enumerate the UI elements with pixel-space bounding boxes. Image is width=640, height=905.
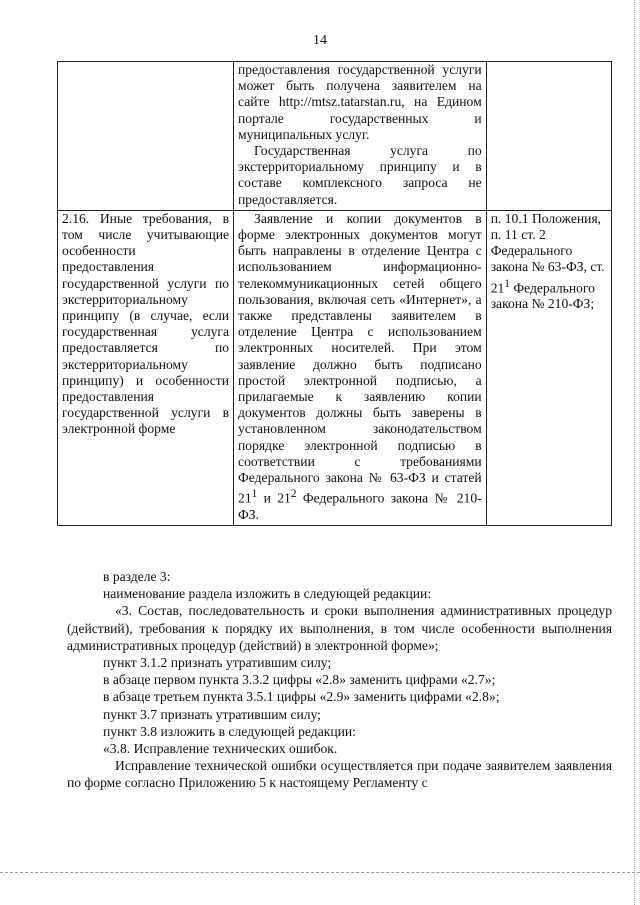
paragraph: пункт 3.7 признать утратившим силу; <box>103 706 321 722</box>
cell-text: и 21 <box>257 490 291 506</box>
paragraph: наименование раздела изложить в следующей редакции: <box>103 586 432 602</box>
paragraph: пункт 3.8 изложить в следующей редакции: <box>103 723 356 739</box>
table-cell-description <box>234 62 487 211</box>
paragraph: в абзаце третьем пункта 3.5.1 цифры «2.9» заменить цифрами «2.8»; <box>103 689 500 705</box>
paragraph: Исправление технической ошибки осуществляется при подаче заявителем заявления по форме согласно Приложению 5 к настоящему Регламенту с <box>67 758 612 791</box>
requirements-table <box>57 61 612 526</box>
paragraph: в разделе 3: <box>103 569 171 584</box>
paragraph: в абзаце первом пункта 3.3.2 цифры «2.8» заменить цифрами «2.7»; <box>103 672 496 688</box>
table-cell-empty <box>486 62 611 211</box>
superscript: 1 <box>504 277 510 290</box>
table-row <box>58 62 612 211</box>
table-cell-requirement: 2.16. Иные требования, в том числе учитывающие особенности предоставления государственной услуги по экстерриториальному принципу (в случае, если государственная услуга предоставляется по экстерриториальному принципу) и особенности предоставления государственной услуги в электронной форме <box>58 210 234 525</box>
paragraph: пункт 3.1.2 признать утратившим силу; <box>103 655 332 671</box>
cell-paragraph: Государственная услуга по экстерриториальному принципу и в составе комплексного запроса не предоставляется. <box>238 143 482 207</box>
page-number: 14 <box>313 33 327 48</box>
superscript: 1 <box>251 488 258 501</box>
table-cell-description <box>234 210 487 525</box>
paragraph: «3.8. Исправление технических ошибок. <box>103 741 338 757</box>
table-row <box>58 210 612 525</box>
cell-text: Федерального закона № 210-ФЗ. <box>238 490 482 523</box>
superscript: 2 <box>290 488 297 501</box>
cell-text: Заявление и копии документов в форме электронных документов могут быть направлены в отделение Центра с использованием информационно-телекоммуникационных сетей общего пользования, включая сеть «Интернет», а также представлены заявителем в отделение Центра с использованием электронных носителей. При этом заявление должно быть подписано простой электронной подписью, а прилагаемые к заявлению копии документов должны быть заверены в установленном законодательством порядке электронной подписью в соответствии с требованиями Федерального закона № 63-ФЗ и статей 21 <box>238 210 482 506</box>
cell-text: Федерального закона № 210-ФЗ; <box>490 280 595 312</box>
scan-edge-line <box>634 0 636 905</box>
paragraph: «3. Состав, последовательность и сроки выполнения административных процедур (действий), требования к порядку их выполнения, в том числе особенности выполнения административных процедур (действий) в электронной форме»; <box>67 603 612 653</box>
cell-paragraph <box>238 211 482 523</box>
amendment-text <box>67 568 612 792</box>
cell-paragraph: предоставления государственной услуги может быть получена заявителем на сайте http://mtsz.tatarstan.ru, на Едином портале государственных и муниципальных услуг. <box>238 62 482 142</box>
table-cell-legal-basis <box>486 210 611 525</box>
cell-text: п. 10.1 Положения, п. 11 ст. 2 Федерального закона № 63-ФЗ, ст. 21 <box>490 210 605 296</box>
table-cell-empty <box>58 62 234 211</box>
scan-edge-line <box>0 872 640 873</box>
